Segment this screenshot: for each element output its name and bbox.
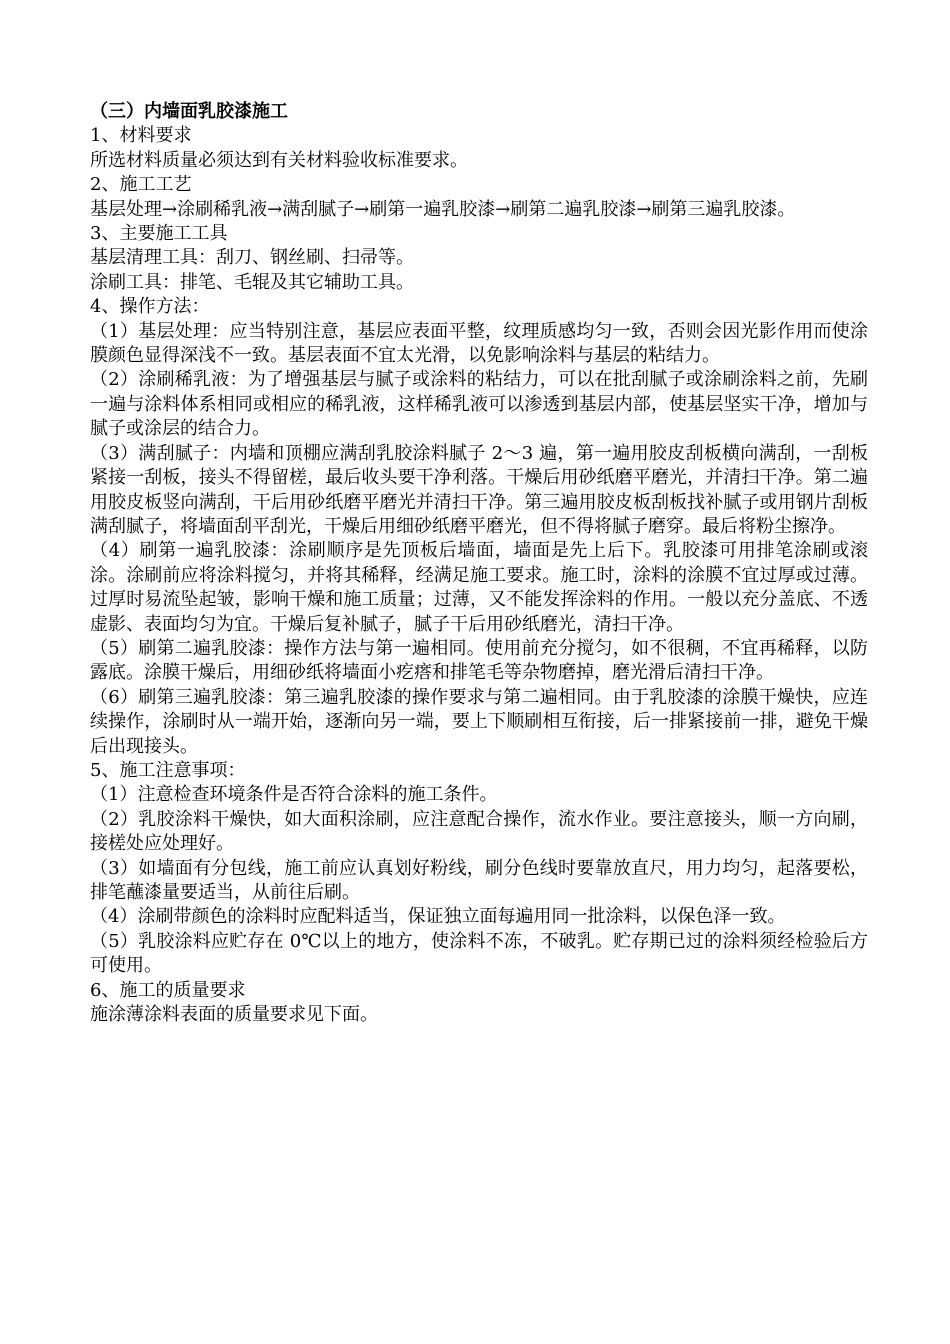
- section-title: （三）内墙面乳胶漆施工: [90, 101, 288, 122]
- paragraph-construction-process: 基层处理→涂刷稀乳液→满刮腻子→刷第一遍乳胶漆→刷第二遍乳胶漆→刷第三遍乳胶漆。: [90, 198, 796, 220]
- heading-operation-method: 4、操作方法：: [90, 296, 210, 318]
- paragraph-first-coat: （4）刷第一遍乳胶漆：涂刷顺序是先顶板后墙面，墙面是先上后下。乳胶漆可用排笔涂刷或滚涂。涂刷前应将涂料搅匀，并将其稀释，经满足施工要求。施工时，涂料的涂膜不宜过厚或过薄。过厚时易流坠起皱，影响干燥和施工质量；过薄，又不能发挥涂料的作用。一般以充分盖底、不透虚影、表面均匀为宜。干燥后复补腻子，腻子干后用砂纸磨光，清扫干净。: [90, 540, 868, 635]
- heading-precautions: 5、施工注意事项：: [90, 759, 246, 781]
- heading-main-tools: 3、主要施工工具: [90, 223, 228, 245]
- paragraph-third-coat: （6）刷第三遍乳胶漆：第三遍乳胶漆的操作要求与第二遍相同。由于乳胶漆的涂膜干燥快，应连续操作，涂刷时从一端开始，逐渐向另一端，要上下顺刷相互衔接，后一排紧接前一排，避免干燥后出现接头。: [90, 686, 868, 757]
- paragraph-putty: （3）满刮腻子：内墙和顶棚应满刮乳胶涂料腻子 2～3 遍，第一遍用胶皮刮板横向满刮，一刮板紧接一刮板，接头不得留槎，最后收头要干净利落。干燥后用砂纸磨平磨光，并清扫干净。第二遍用胶皮板竖向满刮，干后用砂纸磨平磨光并清扫干净。第三遍用胶皮板刮板找补腻子或用钢片刮板满刮腻子，将墙面刮平刮光，干燥后用细砂纸磨平磨光，但不得将腻子磨穿。最后将粉尘擦净。: [90, 442, 868, 537]
- heading-material-requirements: 1、材料要求: [90, 125, 192, 147]
- paragraph-brushing-tools: 涂刷工具：排笔、毛辊及其它辅助工具。: [90, 271, 414, 293]
- paragraph-cleaning-tools: 基层清理工具：刮刀、钢丝刷、扫帚等。: [90, 247, 414, 269]
- paragraph-dilute-emulsion: （2）涂刷稀乳液：为了增强基层与腻子或涂料的粘结力，可以在批刮腻子或涂刷涂料之前，先刷一遍与涂料体系相同或相应的稀乳液，这样稀乳液可以渗透到基层内部，使基层坚实干净，增加与腻子或涂层的结合力。: [90, 369, 868, 440]
- paragraph-precaution-2: （2）乳胶涂料干燥快，如大面积涂刷，应注意配合操作，流水作业。要注意接头，顺一方向刷，接槎处应处理好。: [90, 808, 868, 855]
- paragraph-material-requirements: 所选材料质量必须达到有关材料验收标准要求。: [90, 149, 468, 171]
- paragraph-precaution-3: （3）如墙面有分包线，施工前应认真划好粉线，刷分色线时要靠放直尺，用力均匀，起落要松，排笔蘸漆量要适当，从前往后刷。: [90, 857, 868, 903]
- document-page: [90, 100, 868, 1027]
- heading-construction-process: 2、施工工艺: [90, 174, 192, 196]
- paragraph-precaution-5: （5）乳胶涂料应贮存在 0℃以上的地方，使涂料不冻，不破乳。贮存期已过的涂料须经检验后方可使用。: [90, 930, 868, 977]
- paragraph-precaution-1: （1）注意检查环境条件是否符合涂料的施工条件。: [90, 784, 498, 806]
- paragraph-second-coat: （5）刷第二遍乳胶漆：操作方法与第一遍相同。使用前充分搅匀，如不很稠，不宜再稀释，以防露底。涂膜干燥后，用细砂纸将墙面小疙瘩和排笔毛等杂物磨掉，磨光滑后清扫干净。: [90, 637, 868, 684]
- heading-quality-requirements: 6、施工的质量要求: [90, 979, 246, 1001]
- paragraph-precaution-4: （4）涂刷带颜色的涂料时应配料适当，保证独立面每遍用同一批涂料，以保色泽一致。: [90, 906, 786, 928]
- paragraph-quality-requirements: 施涂薄涂料表面的质量要求见下面。: [90, 1004, 378, 1026]
- paragraph-base-treatment: （1）基层处理：应当特别注意，基层应表面平整，纹理质感均匀一致，否则会因光影作用而使涂膜颜色显得深浅不一致。基层表面不宜太光滑，以免影响涂料与基层的粘结力。: [90, 320, 868, 367]
